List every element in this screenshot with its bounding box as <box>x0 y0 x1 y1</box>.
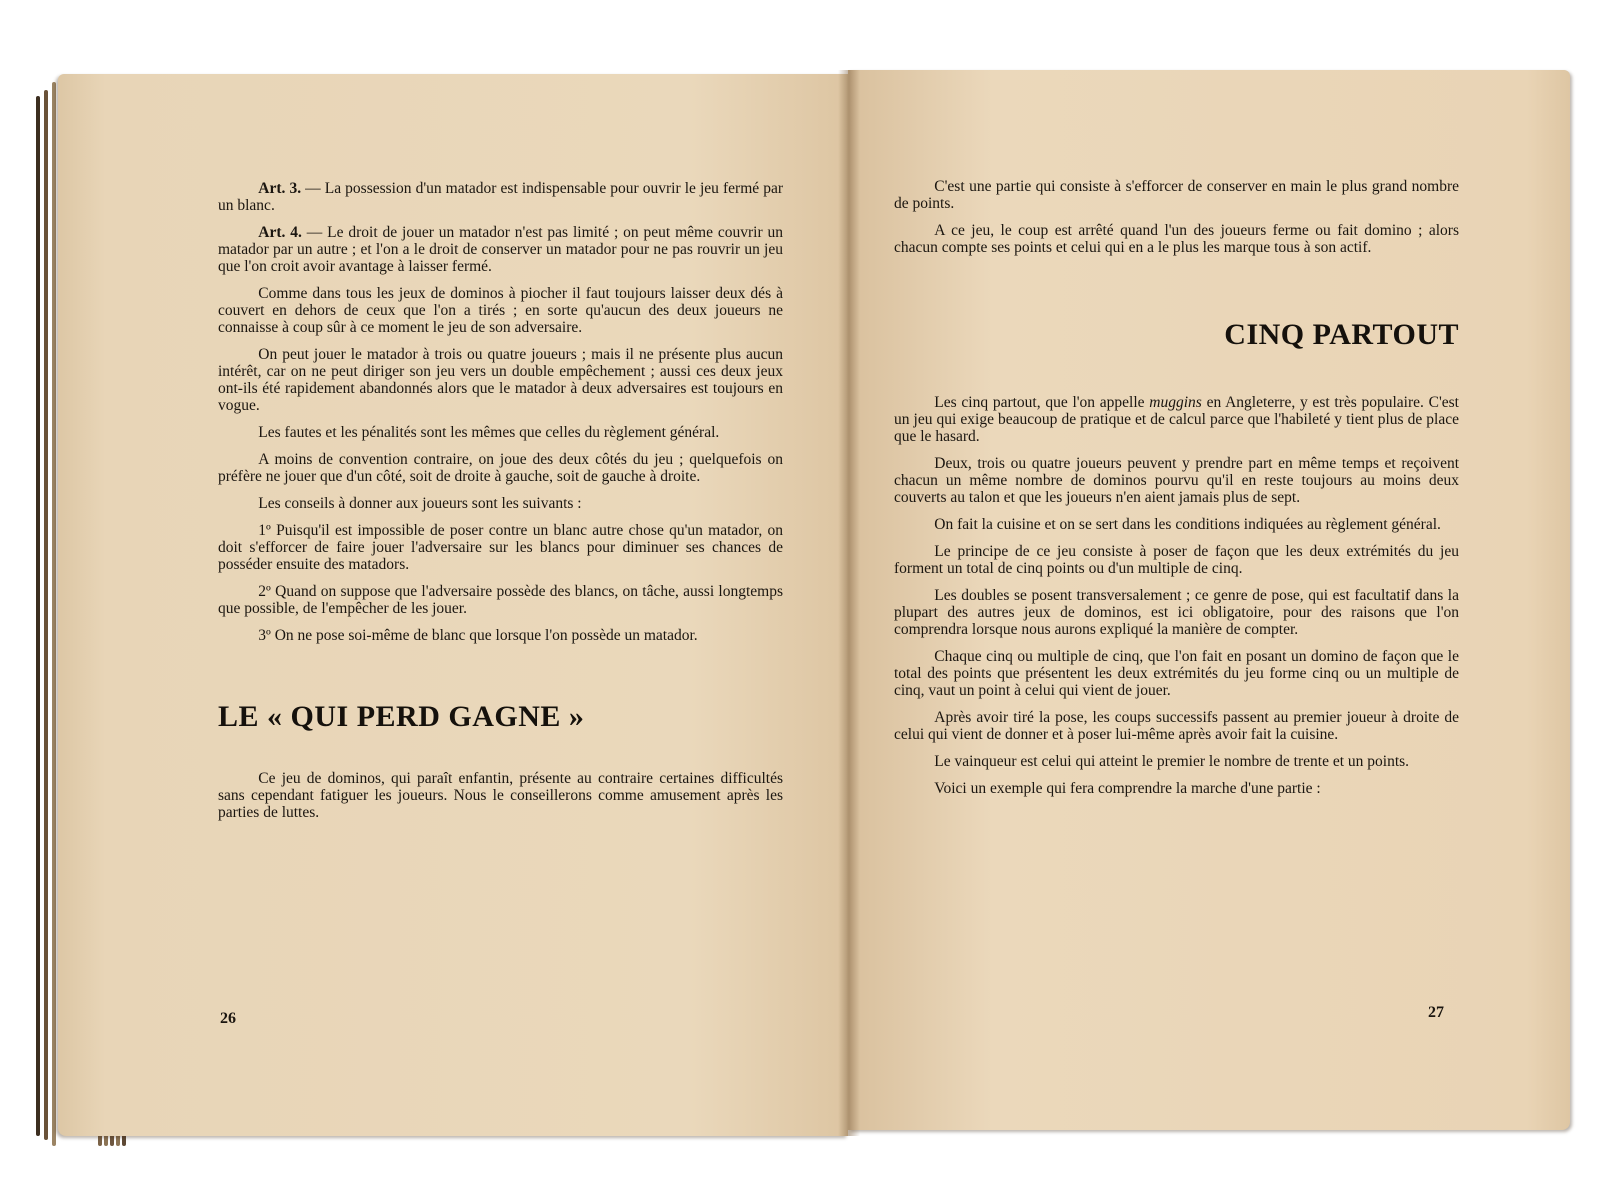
article-label: Art. 4. <box>258 224 302 241</box>
body-paragraph: Le vainqueur est celui qui atteint le premier le nombre de trente et un points. <box>934 753 1410 770</box>
section-title: LE « QUI PERD GAGNE » <box>218 700 585 733</box>
article-text: — La possession d'un matador est indispensable pour ouvrir le jeu fermé par un blanc. <box>218 180 783 214</box>
body-paragraph: Ce jeu de dominos, qui paraît enfantin, présente au contraire certaines difficultés sans cependant fatiguer les joueurs. Nous le conseillerons comme amusement après les parties de luttes. <box>218 770 783 821</box>
advice-paragraph: 1º Puisqu'il est impossible de poser contre un blanc autre chose qu'un matador, on doit s'efforcer de faire jouer l'adversaire sur les blancs pour diminuer ses chances de posséder ensuite des matadors. <box>218 522 783 573</box>
body-paragraph: Voici un exemple qui fera comprendre la marche d'une partie : <box>934 780 1321 797</box>
page-number: 26 <box>220 1010 236 1027</box>
article-label: Art. 3. <box>258 180 302 197</box>
body-paragraph: A ce jeu, le coup est arrêté quand l'un des joueurs ferme ou fait domino ; alors chacun compte ses points et celui qui en a le plus les marque tous à son actif. <box>894 222 1459 256</box>
body-paragraph: Le principe de ce jeu consiste à poser de façon que les deux extrémités du jeu forment un total de cinq points ou d'un multiple de cinq. <box>894 543 1459 577</box>
body-paragraph: Comme dans tous les jeux de dominos à piocher il faut toujours laisser deux dés à couvert en dehors de ceux que l'on a tirés ; en sorte qu'aucun des deux joueurs ne connaisse à coup sûr à ce moment le jeu de son adversaire. <box>218 285 783 336</box>
page-number: 27 <box>1428 1004 1444 1021</box>
right-page <box>848 70 1570 1130</box>
body-paragraph: Après avoir tiré la pose, les coups successifs passent au premier joueur à droite de celui qui vient de donner et à poser lui-même après avoir fait la cuisine. <box>894 709 1459 743</box>
book-gutter <box>838 70 860 1136</box>
body-paragraph <box>894 394 1459 445</box>
article-text: — Le droit de jouer un matador n'est pas limité ; on peut même couvrir un matador par un autre ; et l'on a le droit de conserver un matador pour ne pas rouvrir un jeu que l'on croit avoir avantage à laisser fermé. <box>218 224 783 275</box>
body-paragraph: Les fautes et les pénalités sont les mêmes que celles du règlement général. <box>258 424 720 441</box>
body-paragraph: Les conseils à donner aux joueurs sont les suivants : <box>258 495 582 512</box>
body-paragraph: Deux, trois ou quatre joueurs peuvent y prendre part en même temps et reçoivent chacun un même nombre de dominos pourvu qu'il en reste toujours au moins deux couverts au talon et que les joueurs n'en aient jamais plus de sept. <box>894 455 1459 506</box>
body-paragraph: On peut jouer le matador à trois ou quatre joueurs ; mais il ne présente plus aucun intérêt, car on ne peut diriger son jeu vers un double empêchement ; aussi ces deux jeux ont-ils été rapidement abandonnés alors que le matador à deux adversaires est toujours en vogue. <box>218 346 783 414</box>
body-paragraph: Chaque cinq ou multiple de cinq, que l'on fait en posant un domino de façon que le total des points que présentent les deux extrémités du jeu forme cinq ou un multiple de cinq, vaut un point à celui qui vient de jouer. <box>894 648 1459 699</box>
advice-paragraph: 2º Quand on suppose que l'adversaire possède des blancs, on tâche, aussi longtemps que possible, de l'empêcher de les jouer. <box>218 583 783 617</box>
left-page-body <box>218 180 800 821</box>
italic-term: muggins <box>1149 394 1202 411</box>
body-paragraph: C'est une partie qui consiste à s'efforcer de conserver en main le plus grand nombre de points. <box>894 178 1459 212</box>
left-page <box>58 74 848 1136</box>
article-3-paragraph <box>218 180 783 214</box>
text-run: en Angleterre, y est très populaire. C'est un jeu qui exige beaucoup de pratique et de calcul parce que l'habileté y tient plus de place que le hasard. <box>894 394 1459 445</box>
section-title: CINQ PARTOUT <box>1224 318 1459 351</box>
advice-paragraph: 3º On ne pose soi-même de blanc que lorsque l'on possède un matador. <box>258 627 698 644</box>
body-paragraph: A moins de convention contraire, on joue des deux côtés du jeu ; quelquefois on préfère ne jouer que d'un côté, soit de droite à gauche, soit de gauche à droite. <box>218 451 783 485</box>
body-paragraph: Les doubles se posent transversalement ; ce genre de pose, qui est facultatif dans la plupart des autres jeux de dominos, est ici obligatoire, pour des raisons que l'on comprendra lorsque nous aurons expliqué la manière de compter. <box>894 587 1459 638</box>
body-paragraph: On fait la cuisine et on se sert dans les conditions indiquées au règlement général. <box>934 516 1441 533</box>
right-page-body <box>894 178 1459 797</box>
article-4-paragraph <box>218 224 783 275</box>
text-run: Les cinq partout, que l'on appelle <box>934 394 1150 411</box>
